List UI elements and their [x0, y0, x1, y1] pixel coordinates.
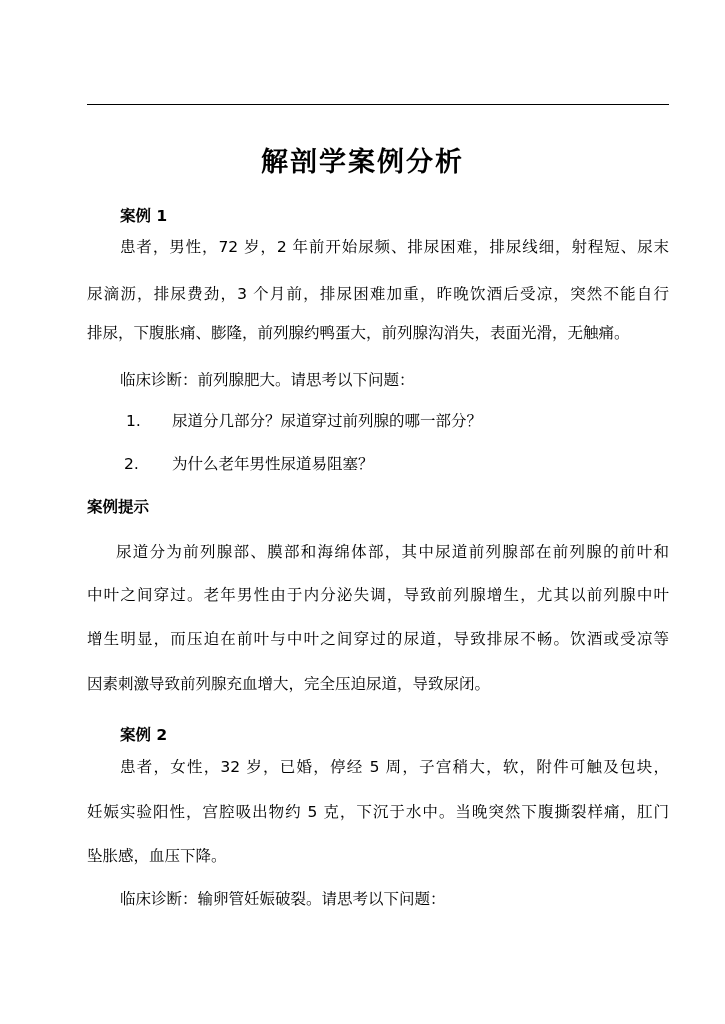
hint-line: 因素刺激导致前列腺充血增大，完全压迫尿道，导致尿闭。 — [87, 675, 491, 693]
question-number: 2. — [124, 455, 139, 473]
question-text: 为什么老年男性尿道易阻塞？ — [172, 455, 374, 473]
hint-line: 增生明显，而压迫在前叶与中叶之间穿过的尿道，导致排尿不畅。饮酒或受凉等 — [87, 630, 669, 648]
hint-heading: 案例提示 — [87, 498, 150, 516]
hint-line: 尿道分为前列腺部、膜部和海绵体部，其中尿道前列腺部在前列腺的前叶和 — [116, 543, 669, 561]
case1-question — [87, 454, 706, 474]
case2-description-line: 妊娠实验阳性，宫腔吸出物约 5 克，下沉于水中。当晚突然下腹撕裂样痛，肛门 — [87, 803, 669, 821]
question-number: 1. — [126, 412, 141, 430]
case1-question — [87, 411, 708, 431]
case2-heading: 案例 2 — [120, 726, 168, 744]
case1-description-line: 尿滴沥，排尿费劲，3 个月前，排尿困难加重，昨晚饮酒后受凉，突然不能自行 — [87, 285, 669, 303]
case1-description-line: 排尿，下腹胀痛、膨隆，前列腺约鸭蛋大，前列腺沟消失，表面光滑，无触痛。 — [87, 324, 630, 342]
case1-heading: 案例 1 — [120, 207, 168, 225]
case2-diagnosis: 临床诊断：输卵管妊娠破裂。请思考以下问题： — [120, 890, 446, 908]
case2-description-line: 坠胀感，血压下降。 — [87, 847, 227, 865]
case2-description-line: 患者，女性，32 岁，已婚，停经 5 周，子宫稍大，软，附件可触及包块， — [120, 758, 669, 776]
case1-description-line: 患者，男性，72 岁，2 年前开始尿频、排尿困难，排尿线细，射程短、尿末 — [120, 238, 669, 256]
page-title: 解剖学案例分析 — [261, 147, 464, 178]
question-text: 尿道分几部分？尿道穿过前列腺的哪一部分？ — [172, 412, 483, 430]
hint-line: 中叶之间穿过。老年男性由于内分泌失调，导致前列腺增生，尤其以前列腺中叶 — [87, 586, 669, 604]
header-rule — [87, 104, 669, 105]
case1-diagnosis: 临床诊断：前列腺肥大。请思考以下问题： — [120, 371, 415, 389]
